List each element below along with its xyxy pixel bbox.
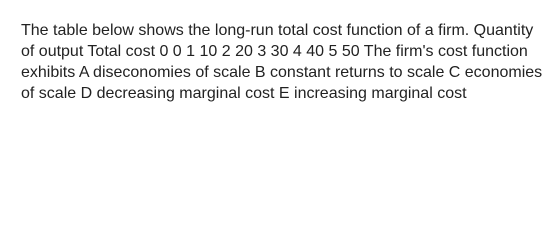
question-text: The table below shows the long-run total cost function of a firm. Quantity of output Total cost 0 0 1 10 2 20 3 30 4 40 5 50 The firm's cost function exhibits A diseconomies of scale B constant returns to scale C economies of scale D decreasing marginal cost E increasing marginal cost xyxy=(21,22,543,102)
